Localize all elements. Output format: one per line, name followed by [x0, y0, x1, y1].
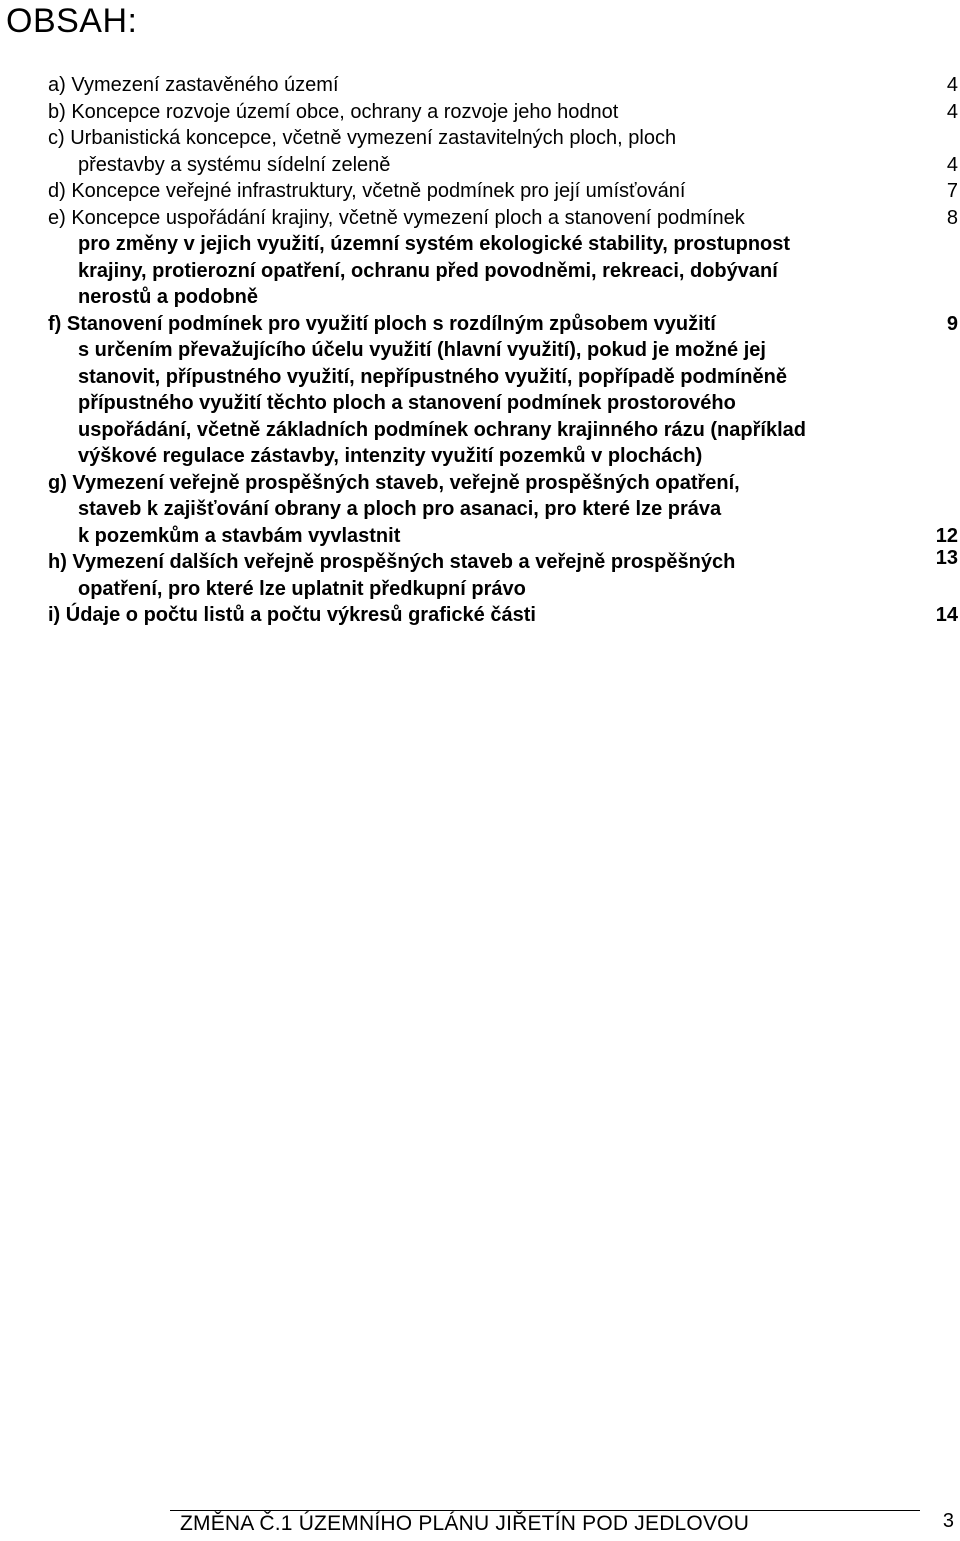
toc-page-number: 14	[935, 604, 958, 626]
toc-entry-text: d) Koncepce veřejné infrastruktury, včetně podmínek pro její umísťování	[48, 180, 686, 202]
toc-heading: OBSAH:	[6, 2, 138, 40]
toc-page-number: 9	[946, 312, 958, 335]
toc-page-number: 4	[946, 74, 958, 96]
toc-entry-text: i) Údaje o počtu listů a počtu výkresů grafické části	[48, 604, 536, 626]
toc-entry-b[interactable]	[48, 99, 960, 126]
toc-page-number: 4	[946, 100, 958, 123]
table-of-contents	[48, 72, 960, 629]
toc-page-number: 4	[946, 153, 958, 176]
toc-page-number: 13	[935, 547, 958, 569]
toc-entry-f[interactable]	[48, 311, 960, 470]
toc-page-number: 7	[946, 180, 958, 202]
toc-page-number: 8	[946, 206, 958, 229]
toc-entry-text: e) Koncepce uspořádání krajiny, včetně vymezení ploch a stanovení podmínek pro změny v jejich využití, územní systém ekologické stability, prostupnost krajiny, protierozní opatření, ochranu před povodněmi, rekreaci, dobývaní nerostů a podobně	[48, 206, 791, 308]
toc-entry-e[interactable]	[48, 205, 960, 311]
toc-entry-d[interactable]	[48, 178, 960, 205]
toc-entry-g[interactable]	[48, 470, 960, 550]
toc-entry-text: b) Koncepce rozvoje území obce, ochrany a rozvoje jeho hodnot	[48, 100, 619, 123]
footer-divider	[170, 1510, 920, 1511]
toc-entry-a[interactable]	[48, 72, 960, 99]
toc-entry-text: f) Stanovení podmínek pro využití ploch s rozdílným způsobem využití s určením převažujícího účelu využití (hlavní využití), pokud je možné jej stanovit, přípustného využití, nepřípustného využití, popřípadě podmíněně přípustného využití těchto ploch a stanovení podmínek prostorového uspořádání, včetně základních podmínek ochrany krajinného rázu (například výškové regulace zástavby, intenzity využití pozemků v plochách)	[48, 312, 806, 467]
toc-entry-text: c) Urbanistická koncepce, včetně vymezení zastavitelných ploch, ploch přestavby a systému sídelní zeleně	[48, 127, 677, 176]
toc-page-number: 12	[935, 524, 958, 547]
toc-entry-c[interactable]	[48, 125, 960, 178]
toc-entry-h[interactable]	[48, 549, 960, 602]
toc-entry-text: a) Vymezení zastavěného území	[48, 74, 339, 96]
footer-document-title: ZMĚNA Č.1 ÚZEMNÍHO PLÁNU JIŘETÍN POD JEDLOVOU	[180, 1512, 750, 1535]
toc-entry-text: g) Vymezení veřejně prospěšných staveb, veřejně prospěšných opatření, staveb k zajišťování obrany a ploch pro asanaci, pro které lze práva k pozemkům a stavbám vyvlastnit	[48, 471, 740, 547]
toc-entry-text: h) Vymezení dalších veřejně prospěšných staveb a veřejně prospěšných opatření, pro které lze uplatnit předkupní právo	[48, 551, 736, 600]
toc-entry-i[interactable]	[48, 602, 960, 629]
footer-page-number: 3	[942, 1510, 954, 1532]
